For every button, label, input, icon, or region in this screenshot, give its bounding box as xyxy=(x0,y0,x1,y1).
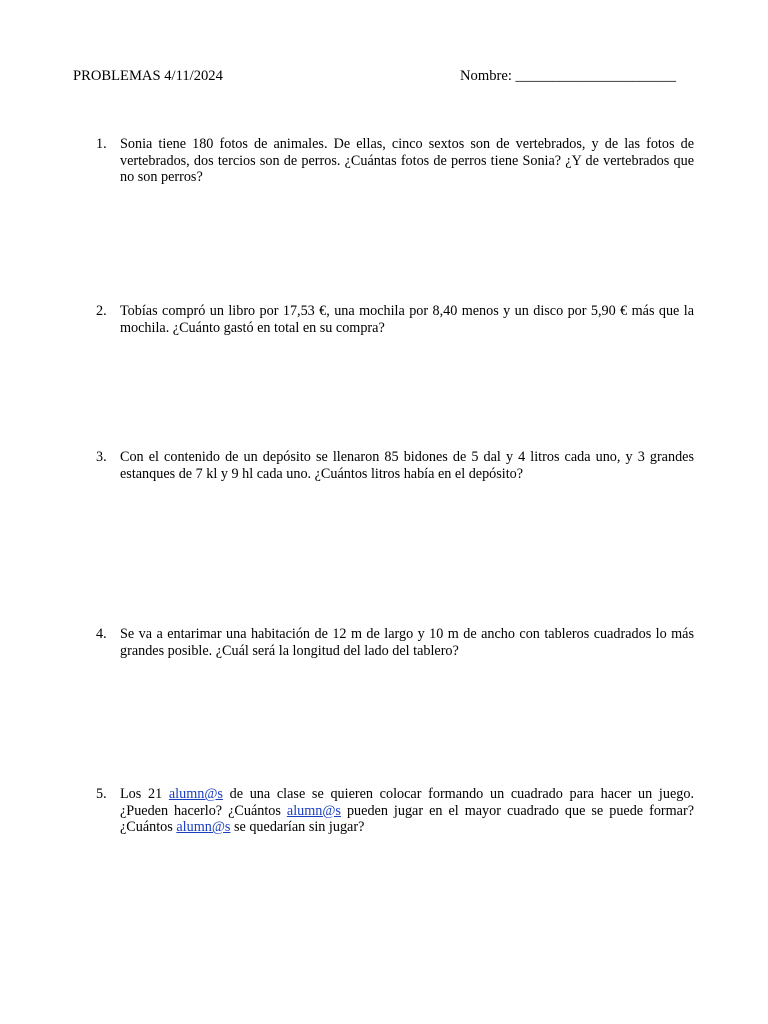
problem-5 xyxy=(96,786,694,836)
problem-3 xyxy=(96,449,694,482)
problem-text: Tobías compró un libro por 17,53 €, una mochila por 8,40 menos y un disco por 5,90 € más que la mochila. ¿Cuánto gastó en total en su compra? xyxy=(120,303,694,336)
problem-number: 4. xyxy=(96,626,107,642)
problem-number: 1. xyxy=(96,136,107,152)
alumnos-link[interactable]: alumn@s xyxy=(286,802,341,819)
problem-text xyxy=(120,786,694,836)
name-field-label: Nombre: ______________________ xyxy=(460,68,677,84)
alumnos-link[interactable]: alumn@s xyxy=(176,819,231,836)
problem-text: Sonia tiene 180 fotos de animales. De ellas, cinco sextos son de vertebrados, y de las fotos de vertebrados, dos tercios son de perros. ¿Cuántas fotos de perros tiene Sonia? ¿Y de vertebrados que no son perros? xyxy=(120,136,694,186)
problem-4 xyxy=(96,626,694,659)
problem-number: 2. xyxy=(96,303,107,319)
problem-text: Con el contenido de un depósito se llenaron 85 bidones de 5 dal y 4 litros cada uno, y 3 grandes estanques de 7 kl y 9 hl cada uno. ¿Cuántos litros había en el depósito? xyxy=(120,449,694,482)
problem-text-segment: de una clase se quieren colocar formando un cuadrado para hacer un juego. ¿Pueden hacerlo? ¿Cuántos xyxy=(120,786,695,819)
problem-number: 3. xyxy=(96,449,107,465)
alumnos-link[interactable]: alumn@s xyxy=(168,786,223,802)
problem-text-segment: Los 21 xyxy=(120,786,169,802)
worksheet-title: PROBLEMAS 4/11/2024 xyxy=(73,68,223,84)
problem-2 xyxy=(96,303,694,336)
problem-number: 5. xyxy=(96,786,107,802)
problem-text: Se va a entarimar una habitación de 12 m de largo y 10 m de ancho con tableros cuadrados lo más grandes posible. ¿Cuál será la longitud del lado del tablero? xyxy=(120,626,694,659)
problem-text-segment: pueden jugar en el mayor cuadrado que se puede formar? ¿Cuántos xyxy=(120,802,694,836)
problem-text-segment: se quedarían sin jugar? xyxy=(230,819,365,836)
problem-1 xyxy=(96,136,694,186)
